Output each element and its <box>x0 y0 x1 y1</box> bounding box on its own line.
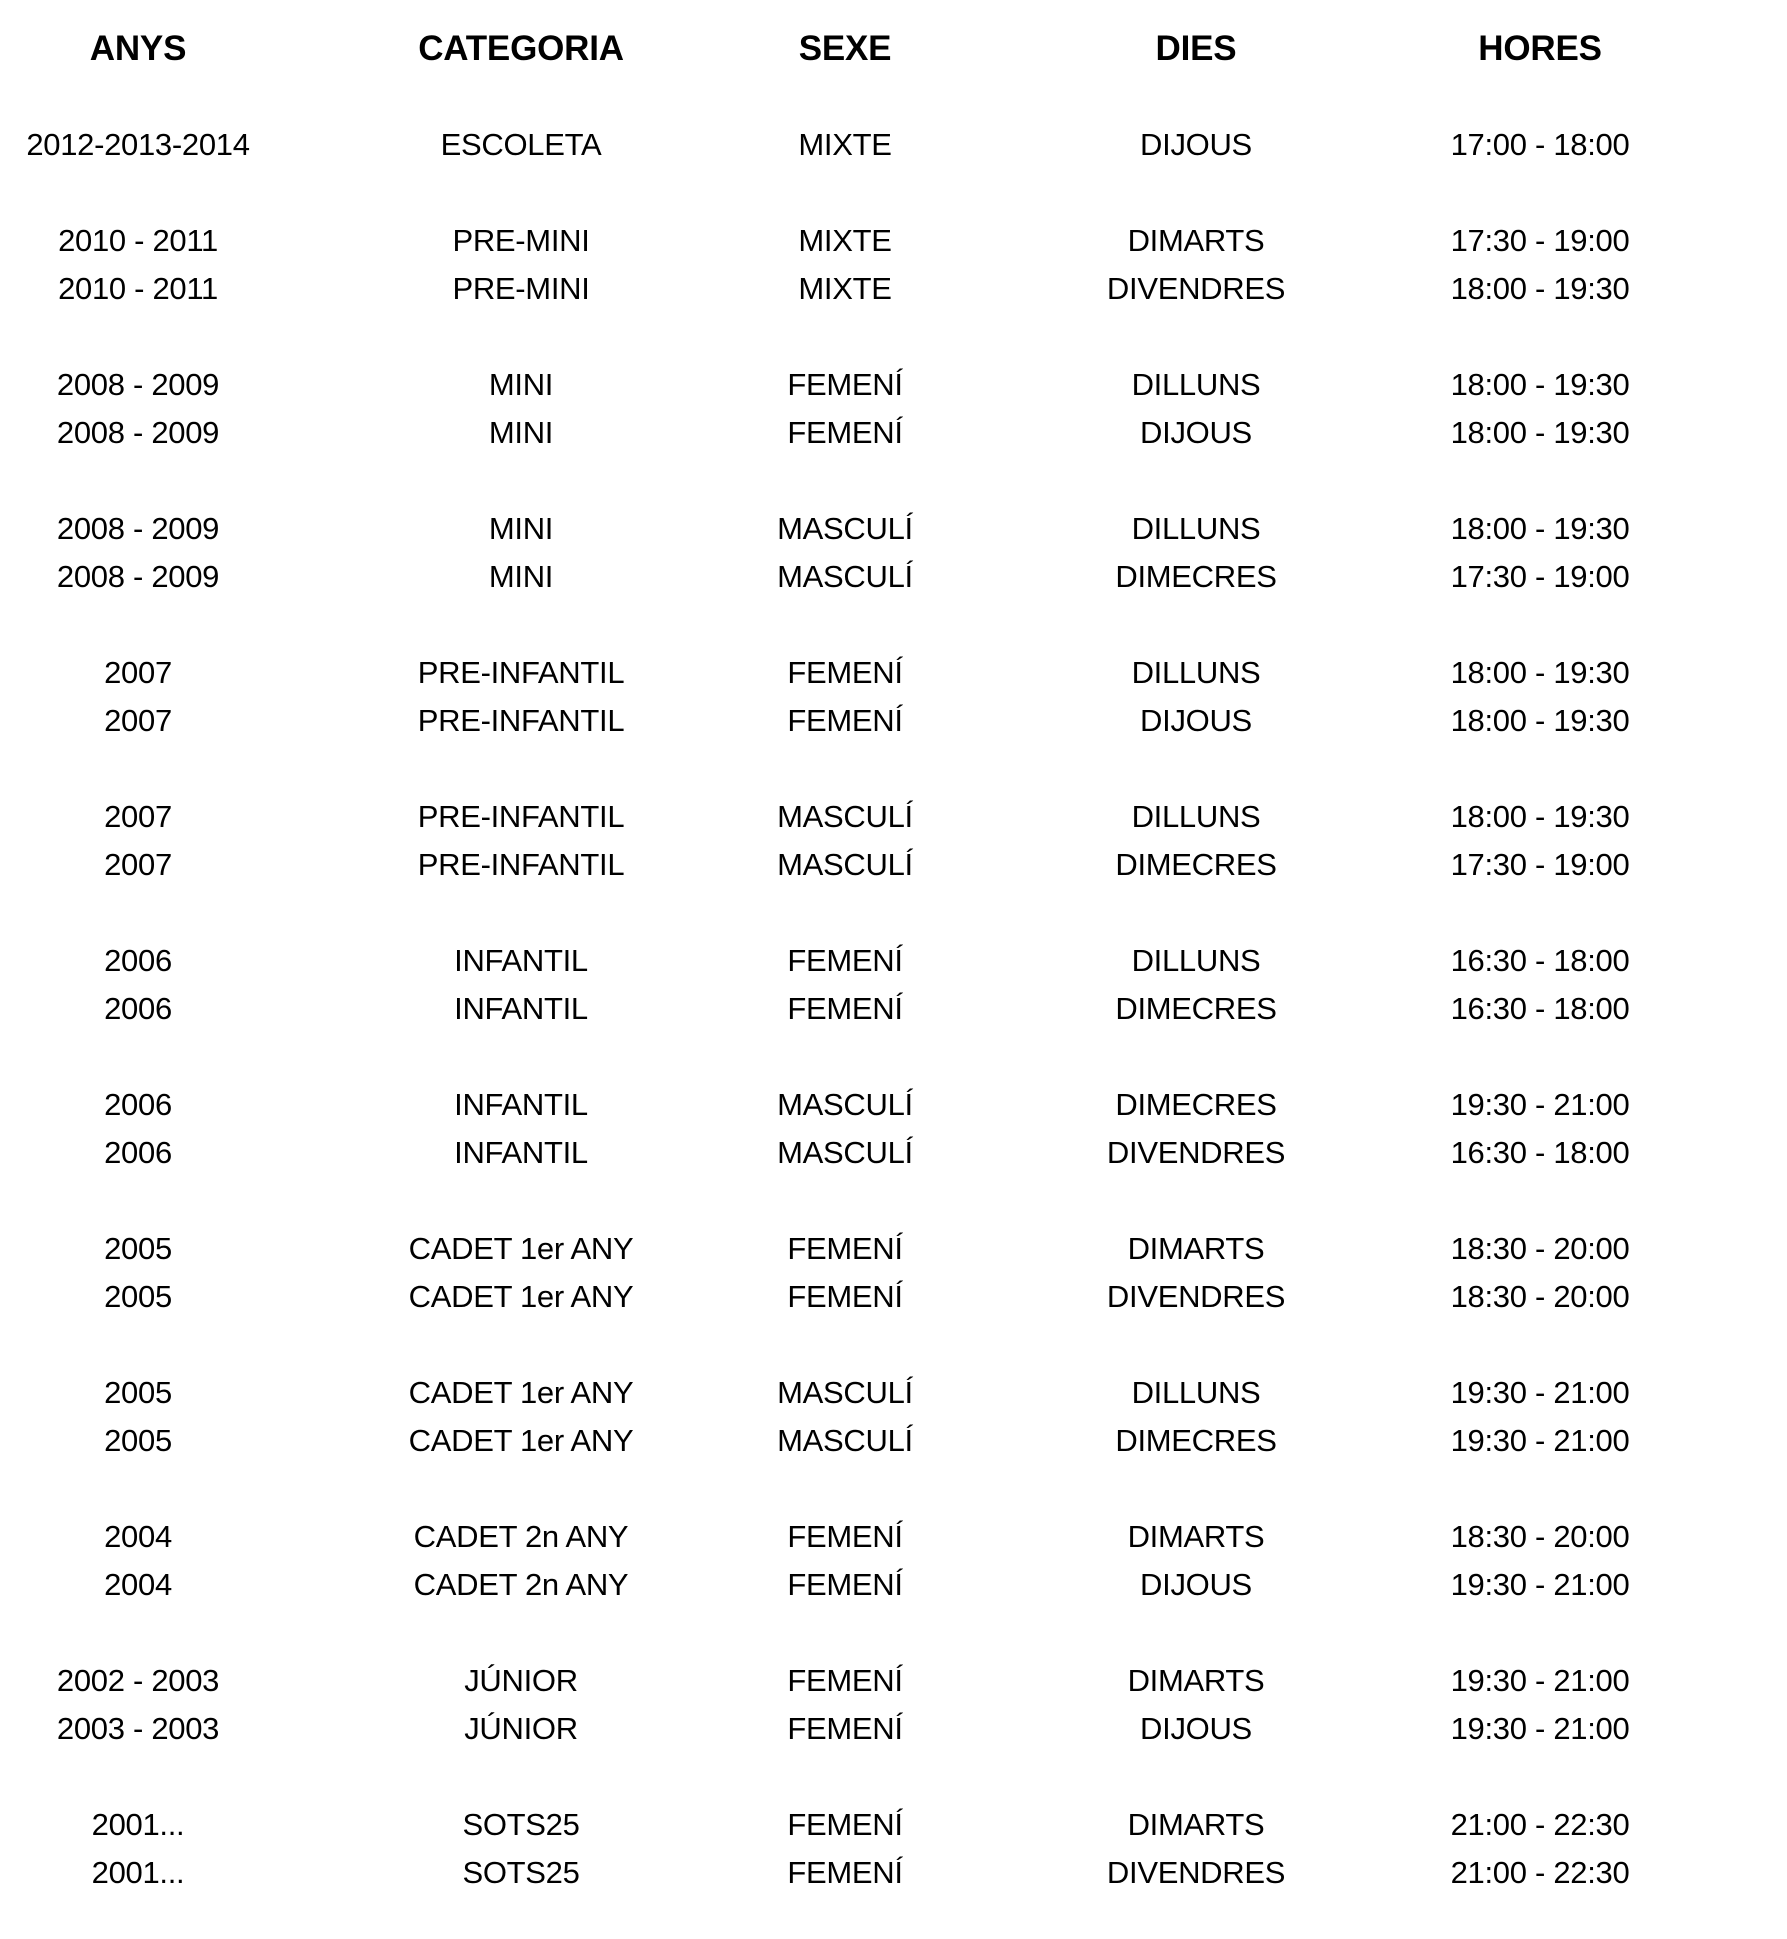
cell-dies: DILLUNS <box>1131 367 1261 402</box>
cell-anys: 2007 <box>104 799 172 834</box>
cell-dies: DIVENDRES <box>1106 1135 1286 1170</box>
cell-anys: 2007 <box>104 703 172 738</box>
cell-anys: 2002 - 2003 <box>56 1663 220 1698</box>
cell-sexe: MIXTE <box>798 223 892 258</box>
cell-anys: 2006 <box>104 1087 172 1122</box>
cell-sexe: MASCULÍ <box>777 799 913 834</box>
cell-anys: 2003 - 2003 <box>56 1711 220 1746</box>
cell-dies: DIJOUS <box>1140 127 1252 162</box>
cell-sexe: MASCULÍ <box>777 1087 913 1122</box>
table-row <box>0 1657 1787 1705</box>
cell-categoria: INFANTIL <box>454 991 588 1026</box>
cell-categoria: INFANTIL <box>454 1135 588 1170</box>
cell-anys: 2006 <box>104 991 172 1026</box>
table-row <box>0 1369 1787 1417</box>
cell-categoria: MINI <box>488 511 554 546</box>
cell-hores: 16:30 - 18:00 <box>1450 1135 1630 1170</box>
cell-anys: 2008 - 2009 <box>56 415 220 450</box>
table-row <box>0 505 1787 553</box>
cell-hores: 16:30 - 18:00 <box>1450 991 1630 1026</box>
cell-hores: 17:00 - 18:00 <box>1450 127 1630 162</box>
cell-dies: DILLUNS <box>1131 799 1261 834</box>
cell-sexe: FEMENÍ <box>787 415 903 450</box>
cell-categoria: MINI <box>488 367 554 402</box>
table-row <box>0 1513 1787 1561</box>
cell-dies: DIMECRES <box>1115 1423 1277 1458</box>
cell-dies: DILLUNS <box>1131 511 1261 546</box>
cell-sexe: FEMENÍ <box>787 655 903 690</box>
cell-categoria: JÚNIOR <box>464 1663 578 1698</box>
cell-anys: 2008 - 2009 <box>56 511 220 546</box>
cell-sexe: FEMENÍ <box>787 1663 903 1698</box>
cell-categoria: PRE-INFANTIL <box>417 847 625 882</box>
cell-anys: 2010 - 2011 <box>58 223 218 258</box>
group-spacer <box>0 745 1787 793</box>
table-row <box>0 1129 1787 1177</box>
cell-sexe: FEMENÍ <box>787 703 903 738</box>
cell-dies: DIMARTS <box>1127 1807 1265 1842</box>
cell-dies: DIMARTS <box>1127 1663 1265 1698</box>
cell-sexe: FEMENÍ <box>787 1855 903 1890</box>
cell-hores: 18:00 - 19:30 <box>1450 415 1630 450</box>
cell-sexe: MIXTE <box>798 271 892 306</box>
cell-hores: 18:00 - 19:30 <box>1450 511 1630 546</box>
header-spacer <box>0 73 1787 121</box>
cell-anys: 2007 <box>104 655 172 690</box>
cell-dies: DIMECRES <box>1115 1087 1277 1122</box>
table-row <box>0 1561 1787 1609</box>
cell-categoria: ESCOLETA <box>440 127 602 162</box>
cell-categoria: PRE-MINI <box>452 223 590 258</box>
cell-hores: 18:00 - 19:30 <box>1450 271 1630 306</box>
cell-categoria: PRE-INFANTIL <box>417 655 625 690</box>
cell-anys: 2005 <box>104 1423 172 1458</box>
cell-hores: 19:30 - 21:00 <box>1450 1711 1630 1746</box>
cell-anys: 2005 <box>104 1231 172 1266</box>
cell-sexe: FEMENÍ <box>787 367 903 402</box>
table-row <box>0 121 1787 169</box>
cell-hores: 17:30 - 19:00 <box>1450 847 1630 882</box>
table-row <box>0 1801 1787 1849</box>
group-spacer <box>0 1177 1787 1225</box>
cell-dies: DIMARTS <box>1127 1231 1265 1266</box>
cell-hores: 19:30 - 21:00 <box>1450 1567 1630 1602</box>
cell-categoria: CADET 1er ANY <box>408 1231 634 1266</box>
cell-hores: 21:00 - 22:30 <box>1450 1807 1630 1842</box>
cell-hores: 18:00 - 19:30 <box>1450 655 1630 690</box>
cell-hores: 21:00 - 22:30 <box>1450 1855 1630 1890</box>
cell-anys: 2010 - 2011 <box>58 271 218 306</box>
cell-sexe: MASCULÍ <box>777 559 913 594</box>
cell-dies: DIMARTS <box>1127 223 1265 258</box>
table-row <box>0 937 1787 985</box>
cell-anys: 2004 <box>104 1567 172 1602</box>
cell-categoria: CADET 2n ANY <box>413 1519 629 1554</box>
cell-hores: 18:00 - 19:30 <box>1450 703 1630 738</box>
cell-dies: DIVENDRES <box>1106 1279 1286 1314</box>
group-spacer <box>0 313 1787 361</box>
cell-dies: DIJOUS <box>1140 1567 1252 1602</box>
table-row <box>0 265 1787 313</box>
cell-hores: 18:30 - 20:00 <box>1450 1231 1630 1266</box>
cell-hores: 18:00 - 19:30 <box>1450 367 1630 402</box>
cell-anys: 2005 <box>104 1375 172 1410</box>
group-spacer <box>0 1321 1787 1369</box>
cell-sexe: MIXTE <box>798 127 892 162</box>
table-row <box>0 841 1787 889</box>
column-header-hores: HORES <box>1478 29 1602 68</box>
table-row <box>0 1081 1787 1129</box>
cell-anys: 2001... <box>91 1855 185 1890</box>
cell-sexe: FEMENÍ <box>787 943 903 978</box>
cell-categoria: PRE-INFANTIL <box>417 799 625 834</box>
cell-hores: 19:30 - 21:00 <box>1450 1375 1630 1410</box>
table-row <box>0 361 1787 409</box>
cell-dies: DILLUNS <box>1131 943 1261 978</box>
cell-categoria: CADET 1er ANY <box>408 1279 634 1314</box>
cell-categoria: CADET 1er ANY <box>408 1375 634 1410</box>
column-header-dies: DIES <box>1155 29 1237 68</box>
cell-hores: 17:30 - 19:00 <box>1450 559 1630 594</box>
group-spacer <box>0 889 1787 937</box>
column-header-anys: ANYS <box>89 29 187 68</box>
cell-sexe: FEMENÍ <box>787 1807 903 1842</box>
table-row <box>0 1849 1787 1897</box>
cell-dies: DIVENDRES <box>1106 271 1286 306</box>
group-spacer <box>0 1465 1787 1513</box>
cell-dies: DIJOUS <box>1140 703 1252 738</box>
cell-sexe: FEMENÍ <box>787 1711 903 1746</box>
cell-dies: DIJOUS <box>1140 415 1252 450</box>
column-header-sexe: SEXE <box>798 29 892 68</box>
cell-anys: 2012-2013-2014 <box>26 127 250 162</box>
cell-anys: 2004 <box>104 1519 172 1554</box>
table-row <box>0 1273 1787 1321</box>
group-spacer <box>0 1609 1787 1657</box>
cell-anys: 2008 - 2009 <box>56 559 220 594</box>
cell-sexe: MASCULÍ <box>777 1375 913 1410</box>
cell-categoria: INFANTIL <box>454 943 588 978</box>
cell-categoria: JÚNIOR <box>464 1711 578 1746</box>
table-row <box>0 649 1787 697</box>
cell-categoria: PRE-INFANTIL <box>417 703 625 738</box>
cell-sexe: FEMENÍ <box>787 1567 903 1602</box>
cell-hores: 18:30 - 20:00 <box>1450 1279 1630 1314</box>
cell-dies: DIMARTS <box>1127 1519 1265 1554</box>
cell-hores: 17:30 - 19:00 <box>1450 223 1630 258</box>
cell-categoria: PRE-MINI <box>452 271 590 306</box>
cell-hores: 18:30 - 20:00 <box>1450 1519 1630 1554</box>
cell-anys: 2001... <box>91 1807 185 1842</box>
cell-sexe: FEMENÍ <box>787 1231 903 1266</box>
cell-anys: 2006 <box>104 943 172 978</box>
group-spacer <box>0 601 1787 649</box>
cell-dies: DIVENDRES <box>1106 1855 1286 1890</box>
table-row <box>0 217 1787 265</box>
table-row <box>0 697 1787 745</box>
cell-dies: DIJOUS <box>1140 1711 1252 1746</box>
table-row <box>0 985 1787 1033</box>
cell-anys: 2007 <box>104 847 172 882</box>
cell-sexe: MASCULÍ <box>777 1423 913 1458</box>
column-header-categoria: CATEGORIA <box>418 29 624 68</box>
cell-dies: DIMECRES <box>1115 559 1277 594</box>
cell-dies: DIMECRES <box>1115 847 1277 882</box>
group-spacer <box>0 169 1787 217</box>
cell-hores: 19:30 - 21:00 <box>1450 1087 1630 1122</box>
table-header-row <box>0 25 1787 73</box>
cell-dies: DILLUNS <box>1131 1375 1261 1410</box>
cell-anys: 2008 - 2009 <box>56 367 220 402</box>
table-row <box>0 1705 1787 1753</box>
cell-categoria: SOTS25 <box>462 1855 580 1890</box>
cell-hores: 19:30 - 21:00 <box>1450 1663 1630 1698</box>
cell-hores: 18:00 - 19:30 <box>1450 799 1630 834</box>
group-spacer <box>0 1033 1787 1081</box>
group-spacer <box>0 457 1787 505</box>
cell-dies: DIMECRES <box>1115 991 1277 1026</box>
cell-categoria: MINI <box>488 559 554 594</box>
table-row <box>0 409 1787 457</box>
cell-anys: 2006 <box>104 1135 172 1170</box>
group-spacer <box>0 1753 1787 1801</box>
cell-sexe: MASCULÍ <box>777 511 913 546</box>
cell-dies: DILLUNS <box>1131 655 1261 690</box>
cell-sexe: MASCULÍ <box>777 1135 913 1170</box>
cell-categoria: CADET 1er ANY <box>408 1423 634 1458</box>
cell-categoria: CADET 2n ANY <box>413 1567 629 1602</box>
table-row <box>0 793 1787 841</box>
table-row <box>0 553 1787 601</box>
cell-sexe: FEMENÍ <box>787 1519 903 1554</box>
cell-categoria: MINI <box>488 415 554 450</box>
cell-categoria: SOTS25 <box>462 1807 580 1842</box>
cell-sexe: MASCULÍ <box>777 847 913 882</box>
cell-anys: 2005 <box>104 1279 172 1314</box>
cell-hores: 16:30 - 18:00 <box>1450 943 1630 978</box>
table-row <box>0 1417 1787 1465</box>
cell-hores: 19:30 - 21:00 <box>1450 1423 1630 1458</box>
cell-sexe: FEMENÍ <box>787 991 903 1026</box>
cell-sexe: FEMENÍ <box>787 1279 903 1314</box>
table-row <box>0 1225 1787 1273</box>
table-body <box>0 121 1787 1897</box>
cell-categoria: INFANTIL <box>454 1087 588 1122</box>
